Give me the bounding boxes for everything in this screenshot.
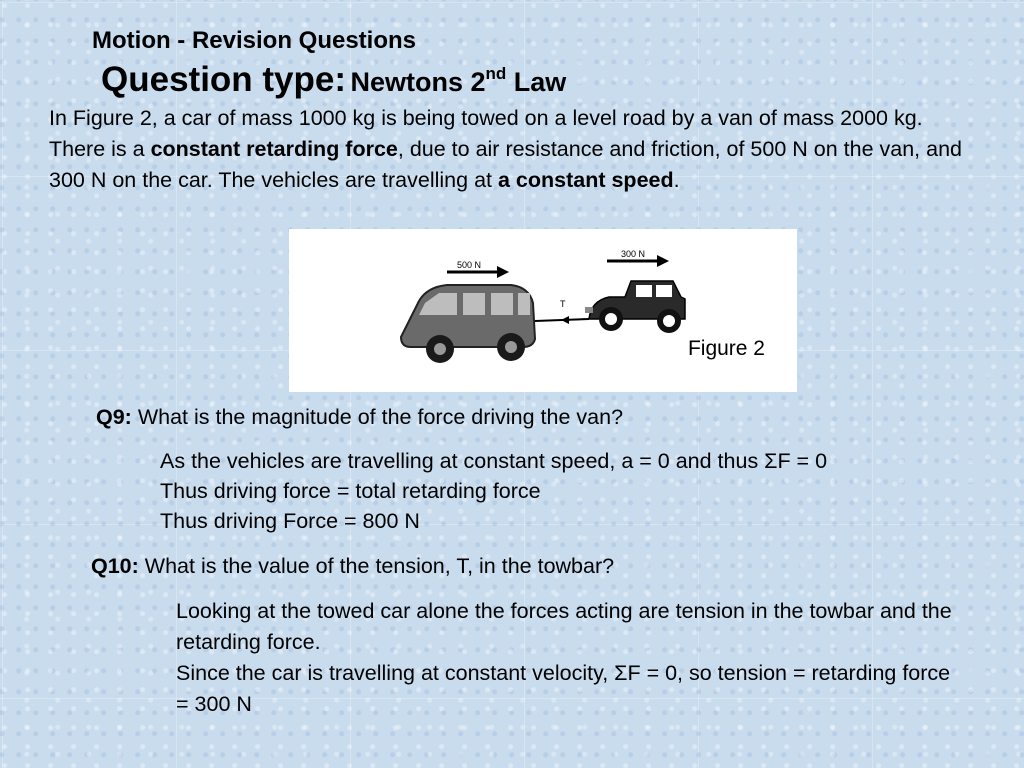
van-icon [401,285,535,363]
answer-9-line: Thus driving force = total retarding force [160,479,541,503]
title-superscript: nd [485,64,507,83]
tension-label: T [560,299,566,309]
question-10 [91,551,614,581]
question-9 [96,402,623,432]
title-topic [350,64,567,97]
figure-caption: Figure 2 [687,337,765,360]
title-prefix: Question type: [101,60,347,99]
answer-10-line: Looking at the towed car alone the forces acting are tension in the towbar and the retarding force. [176,599,952,654]
answer-9-line: Thus driving Force = 800 N [160,509,420,533]
slide-title [101,60,566,100]
answer-10 [176,596,966,720]
car-force-label: 300 N [621,249,646,259]
q9-label: Q9: [96,405,132,429]
intro-text-2: , due to air resistance and friction, of 500 N on the van, and 300 N on the car. The vehicles are travelling at [49,137,962,192]
intro-bold-2: a constant speed [497,168,674,192]
title-suffix: Law [506,67,567,97]
title-topic-text: Newtons 2 [350,67,486,97]
q10-label: Q10: [91,554,139,578]
intro-bold-1: constant retarding force [150,137,398,161]
q9-text: What is the magnitude of the force driving the van? [131,405,624,429]
intro-text-1: In Figure 2, a car of mass 1000 kg is being towed on a level road by a van of mass 2000 kg. There is a [49,106,923,161]
answer-9 [160,446,827,536]
car-icon [585,281,685,333]
slide-subtitle: Motion - Revision Questions [92,27,417,54]
intro-paragraph [49,103,969,196]
figure-2 [289,229,797,392]
answer-9-line: As the vehicles are travelling at constant speed, a = 0 and thus ΣF = 0 [160,449,828,473]
q10-text: What is the value of the tension, T, in the towbar? [138,554,615,578]
towing-diagram [289,229,797,392]
van-force-label: 500 N [457,260,482,270]
answer-10-line: Since the car is travelling at constant velocity, ΣF = 0, so tension = retarding force = 300 N [176,661,951,716]
intro-text-3: . [673,168,680,192]
